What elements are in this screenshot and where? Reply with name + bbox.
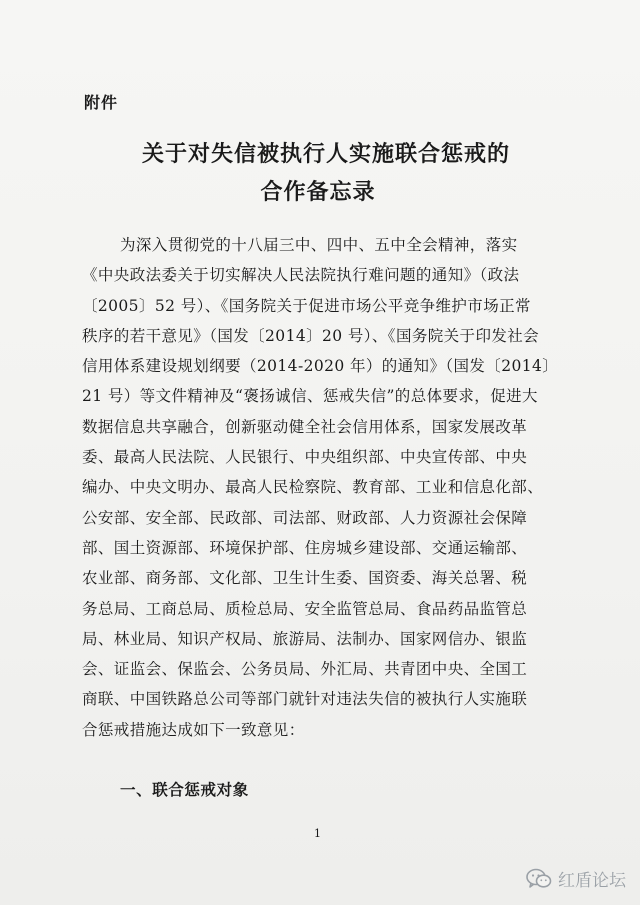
paragraph-line: 《中央政法委关于切实解决人民法院执行难问题的通知》（政法 [82, 266, 520, 285]
paragraph-line: 部、国土资源部、环境保护部、住房城乡建设部、交通运输部、 [82, 538, 528, 557]
section-heading: 一、联合惩戒对象 [120, 781, 249, 799]
wechat-icon [526, 868, 552, 890]
paragraph-line: 〔2005〕52 号）、《国务院关于促进市场公平竞争维护市场正常 [82, 296, 531, 315]
paragraph-line: 为深入贯彻党的十八届三中、四中、五中全会精神，落实 [120, 236, 518, 254]
watermark [526, 866, 626, 891]
paragraph-line: 数据信息共享融合，创新驱动健全社会信用体系，国家发展改革 [82, 417, 528, 436]
paragraph-line: 信用体系建设规划纲要（2014-2020 年）的通知》（国发〔2014〕 [82, 357, 559, 376]
page-number: 1 [314, 827, 321, 840]
paragraph-line: 编办、中央文明办、最高人民检察院、教育部、工业和信息化部、 [82, 478, 544, 497]
watermark-text: 红盾论坛 [558, 871, 626, 891]
paragraph-line: 秩序的若干意见》（国发〔2014〕20 号）、《国务院关于印发社会 [82, 326, 540, 345]
paragraph-line: 委、最高人民法院、人民银行、中央组织部、中央宣传部、中央 [82, 448, 528, 467]
paragraph-line: 务总局、工商总局、质检总局、安全监管总局、食品药品监管总 [82, 599, 528, 618]
paragraph-line: 合惩戒措施达成如下一致意见： [82, 720, 305, 739]
annex-label: 附件 [84, 93, 119, 112]
document-title-line-1: 关于对失信被执行人实施联合惩戒的 [141, 141, 510, 167]
paragraph-line: 农业部、商务部、文化部、卫生计生委、国资委、海关总署、税 [82, 569, 528, 588]
body-paragraph [82, 230, 572, 745]
paragraph-line: 公安部、安全部、民政部、司法部、财政部、人力资源社会保障 [82, 508, 528, 527]
paragraph-line: 局、林业局、知识产权局、旅游局、法制办、国家网信办、银监 [82, 629, 528, 648]
paragraph-line: 会、证监会、保监会、公务员局、外汇局、共青团中央、全国工 [82, 660, 528, 679]
document-title-line-2: 合作备忘录 [260, 179, 376, 205]
paragraph-line: 商联、中国铁路总公司等部门就针对违法失信的被执行人实施联 [82, 690, 528, 709]
paragraph-line: 21 号）等文件精神及“褒扬诚信、惩戒失信”的总体要求，促进大 [82, 387, 538, 406]
